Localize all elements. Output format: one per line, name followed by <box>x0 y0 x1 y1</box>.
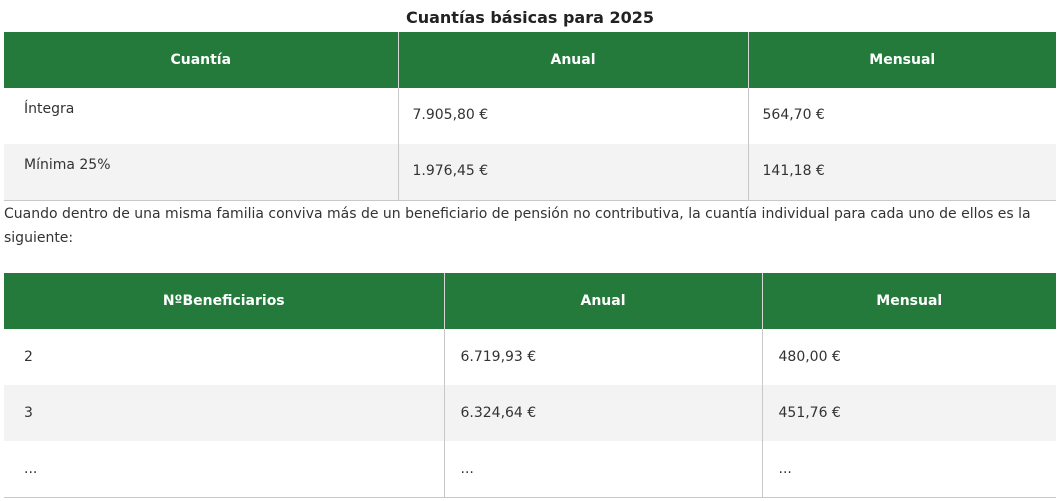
explanatory-paragraph: Cuando dentro de una misma familia conviva más de un beneficiario de pensión no contributiva, la cuantía individual para cada uno de ellos es la siguiente: <box>4 206 1031 246</box>
page-title: Cuantías básicas para 2025 <box>405 8 654 27</box>
cell-text: 564,70 € <box>762 107 825 123</box>
table-row <box>4 385 1056 441</box>
column-header-anual: Anual <box>444 273 762 329</box>
table-cell <box>4 144 398 201</box>
cell-text: 1.976,45 € <box>412 163 489 179</box>
cell-text: Mínima 25% <box>24 157 111 173</box>
beneficiaries-table <box>4 273 1056 498</box>
table-cell: ... <box>762 441 1056 498</box>
table-cell: ... <box>444 441 762 498</box>
column-header-beneficiarios: NºBeneficiarios <box>4 273 444 329</box>
cell-text: Íntegra <box>24 101 75 117</box>
table-cell <box>398 144 748 201</box>
table-cell: 3 <box>4 385 444 441</box>
cell-text: 141,18 € <box>762 163 825 179</box>
column-header-mensual: Mensual <box>748 32 1056 88</box>
table-cell: 451,76 € <box>762 385 1056 441</box>
table-cell <box>748 88 1056 144</box>
table-row <box>4 144 1056 201</box>
cell-text: 7.905,80 € <box>412 107 489 123</box>
table-row <box>4 88 1056 144</box>
table-cell: 6.719,93 € <box>444 329 762 385</box>
table-cell: ... <box>4 441 444 498</box>
table-cell: 2 <box>4 329 444 385</box>
table-row <box>4 329 1056 385</box>
column-header-anual: Anual <box>398 32 748 88</box>
column-header-mensual: Mensual <box>762 273 1056 329</box>
table-cell <box>4 88 398 144</box>
table-cell <box>748 144 1056 201</box>
column-header-cuantia: Cuantía <box>4 32 398 88</box>
table-cell: 6.324,64 € <box>444 385 762 441</box>
table-cell <box>398 88 748 144</box>
basic-amounts-table <box>4 32 1056 201</box>
table-cell: 480,00 € <box>778 349 841 365</box>
table-header-row <box>4 32 1056 88</box>
table-row <box>4 441 1056 498</box>
table-header-row <box>4 273 1056 329</box>
